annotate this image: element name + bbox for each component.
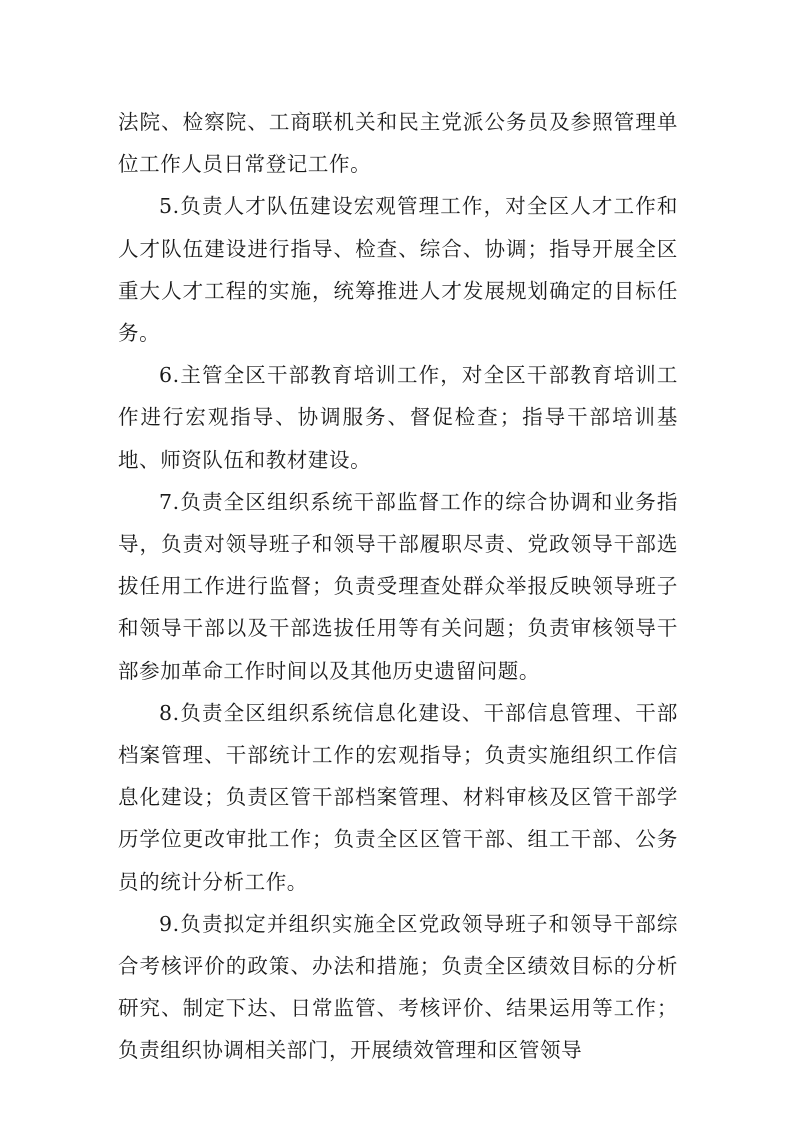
document-page: [118, 101, 678, 1072]
paragraph-item-8: 8.负责全区组织系统信息化建设、干部信息管理、干部档案管理、干部统计工作的宏观指导；负责实施组织工作信息化建设；负责区管干部档案管理、材料审核及区管干部学历学位更改审批工作；负责全区区管干部、组工干部、公务员的统计分析工作。: [118, 700, 678, 894]
paragraph-item-7: 7.负责全区组织系统干部监督工作的综合协调和业务指导，负责对领导班子和领导干部履职尽责、党政领导干部选拔任用工作进行监督；负责受理查处群众举报反映领导班子和领导干部以及干部选拔任用等有关问题；负责审核领导干部参加革命工作时间以及其他历史遗留问题。: [118, 489, 678, 683]
paragraph-continuation: 法院、检察院、工商联机关和民主党派公务员及参照管理单位工作人员日常登记工作。: [118, 110, 678, 177]
paragraph-item-9: 9.负责拟定并组织实施全区党政领导班子和领导干部综合考核评价的政策、办法和措施；负责全区绩效目标的分析研究、制定下达、日常监管、考核评价、结果运用等工作；负责组织协调相关部门，开展绩效管理和区管领导: [118, 911, 678, 1063]
paragraph-item-5: 5.负责人才队伍建设宏观管理工作，对全区人才工作和人才队伍建设进行指导、检查、综合、协调；指导开展全区重大人才工程的实施，统筹推进人才发展规划确定的目标任务。: [118, 194, 678, 346]
paragraph-item-6: 6.主管全区干部教育培训工作，对全区干部教育培训工作进行宏观指导、协调服务、督促检查；指导干部培训基地、师资队伍和教材建设。: [118, 363, 678, 472]
